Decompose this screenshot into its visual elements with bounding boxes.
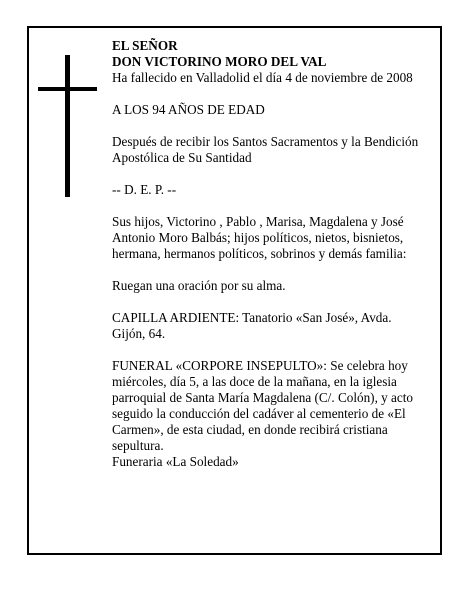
cross-icon-bar bbox=[38, 87, 97, 91]
death-info: Ha fallecido en Valladolid el día 4 de noviembre de 2008 bbox=[112, 70, 413, 85]
obituary-text bbox=[112, 38, 428, 470]
funeral-info: FUNERAL «CORPORE INSEPULTO»: Se celebra hoy miércoles, día 5, a las doce de la mañana, en la iglesia parroquial de Santa María Magdalena (C/. Colón), y acto seguido la conducción del cadáver al cementerio de «El Carmen», de esta ciudad, en donde recibirá cristiana sepultura. bbox=[112, 358, 414, 453]
deceased-name: DON VICTORINO MORO DEL VAL bbox=[112, 54, 327, 69]
rip: -- D. E. P. -- bbox=[112, 182, 177, 197]
prayer-request: Ruegan una oración por su alma. bbox=[112, 278, 286, 293]
deceased-title: EL SEÑOR bbox=[112, 38, 178, 53]
cross-icon bbox=[65, 55, 70, 197]
age: A LOS 94 AÑOS DE EDAD bbox=[112, 102, 265, 117]
funeral-home: Funeraria «La Soledad» bbox=[112, 454, 239, 469]
family: Sus hijos, Victorino , Pablo , Marisa, Magdalena y José Antonio Moro Balbás; hijos políticos, nietos, bisnietos, hermana, hermanos políticos, sobrinos y demás familia: bbox=[112, 214, 407, 261]
sacraments: Después de recibir los Santos Sacramentos y la Bendición Apostólica de Su Santidad bbox=[112, 134, 419, 165]
chapel-info: CAPILLA ARDIENTE: Tanatorio «San José», Avda. Gijón, 64. bbox=[112, 310, 392, 341]
